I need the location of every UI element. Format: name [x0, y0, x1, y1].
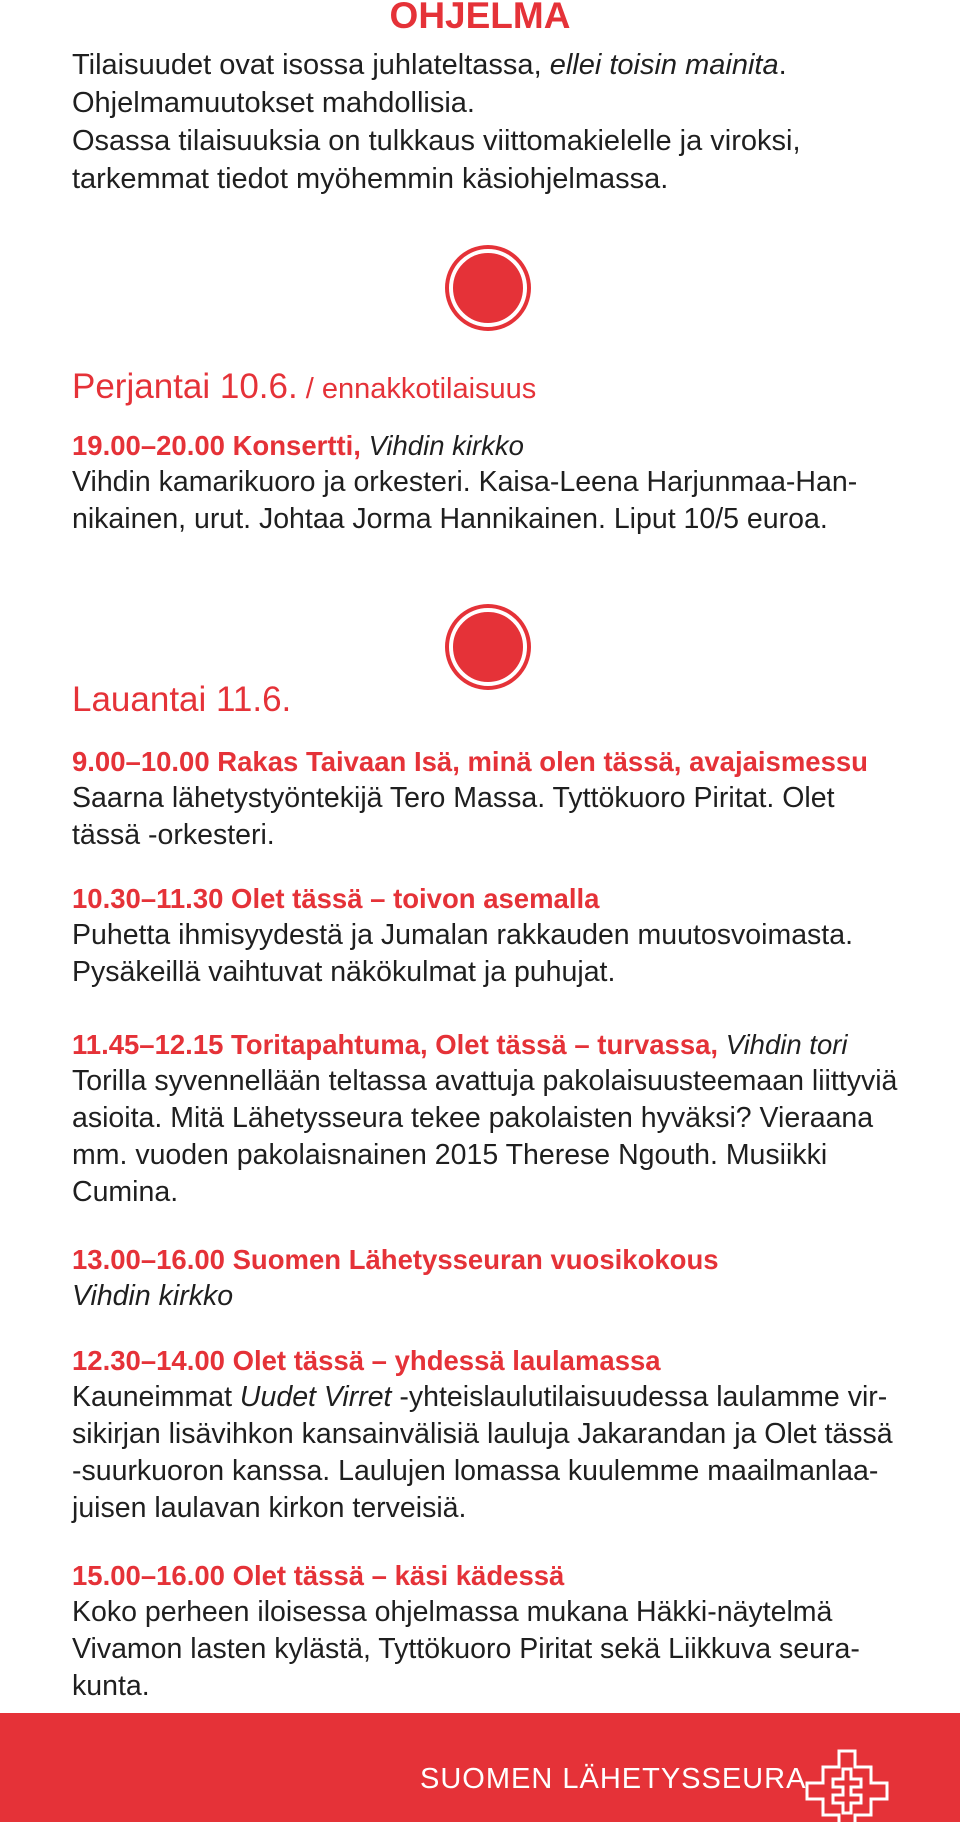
event-heading: 9.00–10.00 Rakas Taivaan Isä, minä olen tässä, avajaismessu: [72, 746, 868, 777]
event-heading: 12.30–14.00 Olet tässä – yhdessä laulamassa: [72, 1345, 661, 1376]
event-opening-mass: [72, 743, 932, 854]
event-singing-together: [72, 1342, 932, 1527]
page-title: OHJELMA: [389, 0, 571, 36]
event-heading: 15.00–16.00 Olet tässä – käsi kädessä: [72, 1560, 565, 1591]
event-friday-concert: [72, 427, 932, 538]
circle-marker-icon: [443, 602, 533, 692]
event-heading: 11.45–12.15 Toritapahtuma, Olet tässä – turvassa, Vihdin tori: [72, 1029, 848, 1060]
circle-marker-icon-svg: [443, 602, 533, 692]
intro-line-3: Osassa tilaisuuksia on tulkkaus viittomakielelle ja viroksi,: [72, 125, 801, 157]
cross-pattern-logo-icon: [805, 1749, 889, 1833]
event-heading: 19.00–20.00 Konsertti, Vihdin kirkko: [72, 430, 524, 461]
intro-line-1: Tilaisuudet ovat isossa juhlateltassa, ellei toisin mainita.: [72, 49, 787, 81]
event-heading: 13.00–16.00 Suomen Lähetysseuran vuosikokous: [72, 1244, 719, 1275]
event-hope-station: [72, 880, 932, 991]
event-description: Puhetta ihmisyydestä ja Jumalan rakkauden muutosvoimasta. Pysäkeillä vaihtuvat näkökulmat ja puhujat.: [72, 919, 853, 988]
event-annual-meeting: [72, 1241, 932, 1315]
circle-marker-icon-svg: [443, 243, 533, 333]
event-heading: 10.30–11.30 Olet tässä – toivon asemalla: [72, 883, 600, 914]
day-heading-saturday: Lauantai 11.6.: [72, 680, 292, 719]
circle-marker-icon: [443, 243, 533, 333]
event-description: Kauneimmat Uudet Virret -yhteislaulutilaisuudessa laulamme vir- sikirjan lisävihkon kansainvälisiä lauluja Jakarandan ja Olet tässä -suurkuoron kanssa. Laulujen lomassa kuulemme maailmanlaa- juisen laulavan kirkon terveisiä.: [72, 1381, 893, 1524]
event-description: Saarna lähetystyöntekijä Tero Massa. Tyttökuoro Piritat. Olet tässä -orkesteri.: [72, 782, 835, 851]
event-place: Vihdin kirkko: [72, 1280, 234, 1312]
day-heading-friday: Perjantai 10.6. / ennakkotilaisuus: [72, 367, 537, 406]
footer-banner: [0, 1713, 960, 1822]
intro-text: [72, 46, 932, 198]
cross-pattern-logo-svg: [805, 1749, 889, 1833]
event-hand-in-hand: [72, 1557, 932, 1705]
event-market-square: [72, 1026, 932, 1211]
event-description: Vihdin kamarikuoro ja orkesteri. Kaisa-Leena Harjunmaa-Han- nikainen, urut. Johtaa Jorma Hannikainen. Liput 10/5 euroa.: [72, 466, 858, 535]
event-description: Torilla syvennellään teltassa avattuja pakolaisuusteemaan liittyviä asioita. Mitä Lähetysseura tekee pakolaisten hyväksi? Vieraana mm. vuoden pakolaisnainen 2015 Therese Ngouth. Musiikki Cumina.: [72, 1065, 898, 1208]
organization-name: SUOMEN LÄHETYSSEURA: [420, 1763, 807, 1795]
event-description: Koko perheen iloisessa ohjelmassa mukana Häkki-näytelmä Vivamon lasten kylästä, Tyttökuoro Piritat sekä Liikkuva seura- kunta.: [72, 1596, 860, 1702]
intro-line-4: tarkemmat tiedot myöhemmin käsiohjelmassa.: [72, 163, 669, 195]
intro-line-2: Ohjelmamuutokset mahdollisia.: [72, 87, 475, 119]
